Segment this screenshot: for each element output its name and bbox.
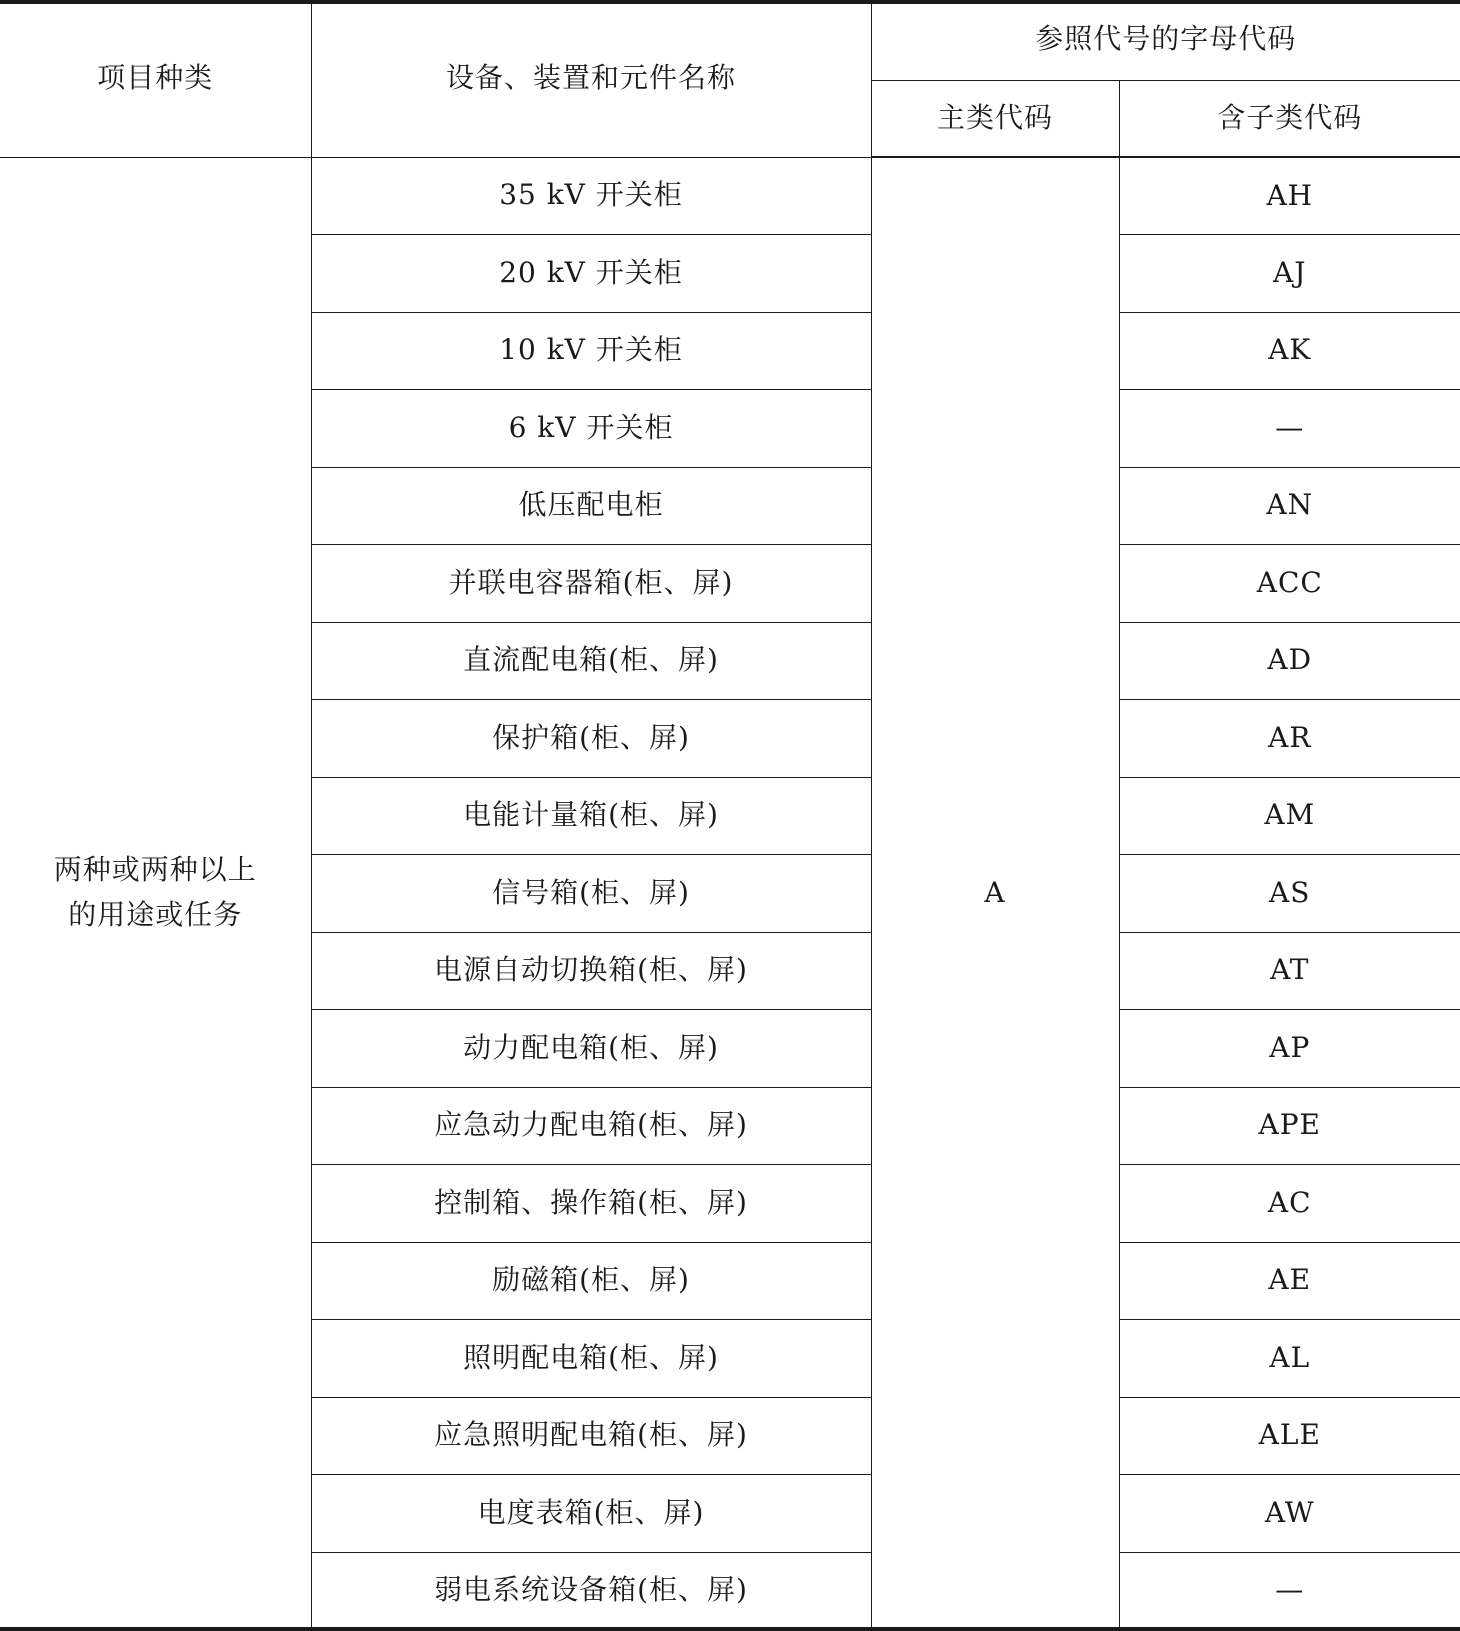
sub-code-cell: AS	[1119, 855, 1460, 933]
device-name-cell: 弱电系统设备箱(柜、屏)	[311, 1552, 871, 1630]
category-line-2: 的用途或任务	[68, 898, 243, 932]
table-bottom-rule	[0, 1627, 1460, 1631]
sub-code-cell: AJ	[1119, 235, 1460, 313]
device-name-cell: 并联电容器箱(柜、屏)	[311, 545, 871, 623]
sub-code-cell: AW	[1119, 1475, 1460, 1553]
header-item-category: 项目种类	[0, 0, 311, 157]
header-main-code: 主类代码	[871, 80, 1119, 157]
sub-code-cell: AN	[1119, 467, 1460, 545]
sub-code-cell: ACC	[1119, 545, 1460, 623]
sub-code-cell: AE	[1119, 1242, 1460, 1320]
header-row-top	[0, 0, 1460, 80]
header-sub-code: 含子类代码	[1119, 80, 1460, 157]
device-name-cell: 6 kV 开关柜	[311, 390, 871, 468]
device-name-cell: 20 kV 开关柜	[311, 235, 871, 313]
sub-code-cell: AR	[1119, 700, 1460, 778]
device-name-cell: 励磁箱(柜、屏)	[311, 1242, 871, 1320]
sub-code-cell: AL	[1119, 1320, 1460, 1398]
device-name-cell: 信号箱(柜、屏)	[311, 855, 871, 933]
device-name-cell: 应急照明配电箱(柜、屏)	[311, 1397, 871, 1475]
sub-code-cell: ALE	[1119, 1397, 1460, 1475]
device-name-cell: 直流配电箱(柜、屏)	[311, 622, 871, 700]
device-name-cell: 35 kV 开关柜	[311, 157, 871, 235]
device-name-cell: 照明配电箱(柜、屏)	[311, 1320, 871, 1398]
sub-code-cell: AM	[1119, 777, 1460, 855]
device-name-cell: 低压配电柜	[311, 467, 871, 545]
sub-code-cell: AT	[1119, 932, 1460, 1010]
sub-code-cell: AK	[1119, 312, 1460, 390]
category-cell	[0, 157, 311, 1630]
sub-code-cell: APE	[1119, 1087, 1460, 1165]
device-name-cell: 电源自动切换箱(柜、屏)	[311, 932, 871, 1010]
sub-code-cell: AP	[1119, 1010, 1460, 1088]
device-name-cell: 控制箱、操作箱(柜、屏)	[311, 1165, 871, 1243]
sub-code-cell: —	[1119, 1552, 1460, 1630]
device-name-cell: 应急动力配电箱(柜、屏)	[311, 1087, 871, 1165]
device-name-cell: 10 kV 开关柜	[311, 312, 871, 390]
sub-code-cell: AD	[1119, 622, 1460, 700]
header-device-name: 设备、装置和元件名称	[311, 0, 871, 157]
device-name-cell: 电度表箱(柜、屏)	[311, 1475, 871, 1553]
category-line-1: 两种或两种以上	[53, 853, 257, 887]
device-name-cell: 动力配电箱(柜、屏)	[311, 1010, 871, 1088]
device-name-cell: 电能计量箱(柜、屏)	[311, 777, 871, 855]
table-row	[0, 157, 1460, 235]
sub-code-cell: —	[1119, 390, 1460, 468]
device-name-cell: 保护箱(柜、屏)	[311, 700, 871, 778]
main-code-cell: A	[871, 157, 1119, 1630]
header-reference-letter-code: 参照代号的字母代码	[871, 0, 1460, 80]
sub-code-cell: AC	[1119, 1165, 1460, 1243]
sub-code-cell: AH	[1119, 157, 1460, 235]
